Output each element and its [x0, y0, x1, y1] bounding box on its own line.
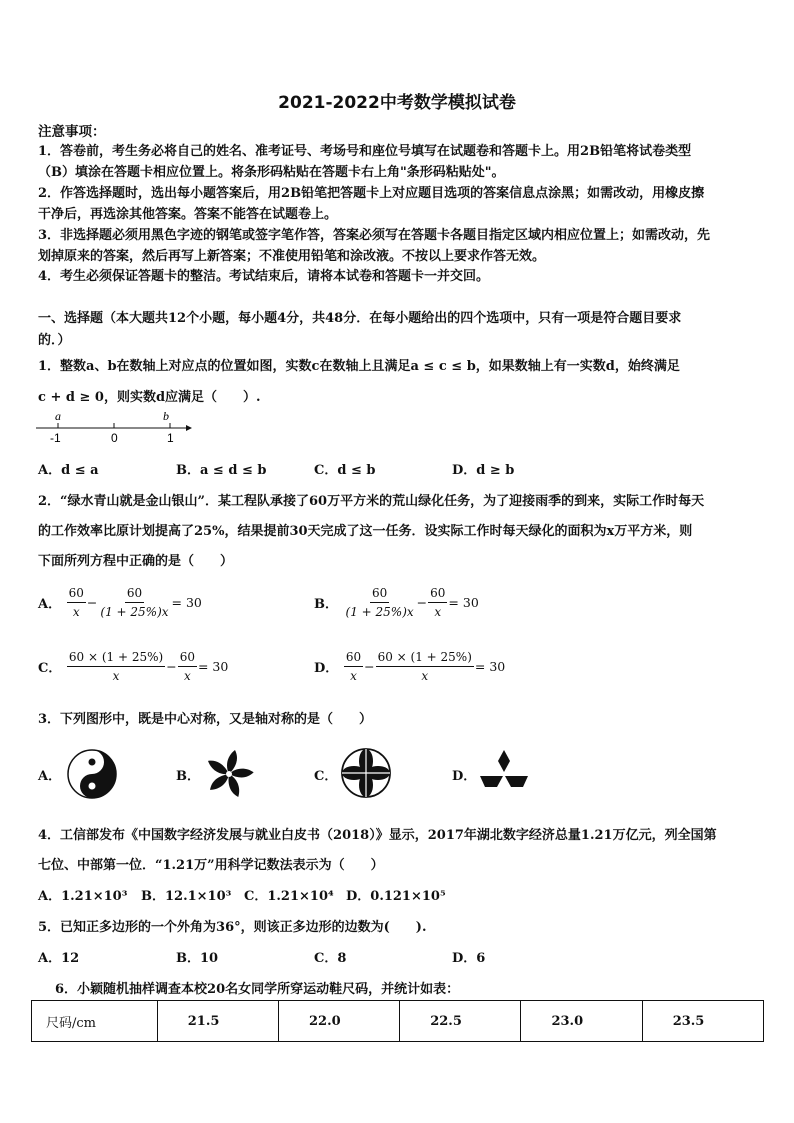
- q2-stem-cont: 下面所列方程中正确的是（ ）: [38, 554, 234, 569]
- point-a-label: a: [55, 409, 61, 423]
- q2-option-c: C． $\frac{60 \times (1 + 25\%)}{x}$ − $\frac{60}{x}$ = 30: [38, 650, 229, 683]
- q3-option-c-label: C．: [314, 769, 338, 784]
- q5-stem: 5．已知正多边形的一个外角为36°，则该正多边形的边数为( ).: [38, 920, 427, 935]
- notice-line: 4．考生必须保证答题卡的整洁。考试结束后，请将本试卷和答题卡一并交回。: [38, 269, 490, 284]
- q6-stem: 6．小颖随机抽样调查本校20名女同学所穿运动鞋尺码，并统计如表：: [55, 982, 460, 997]
- notice-line: 1．答卷前，考生务必将自己的姓名、准考证号、考场号和座位号填写在试题卷和答题卡上。用2B铅笔将试卷类型: [38, 144, 692, 159]
- q2-stem: 2．“绿水青山就是金山银山”．某工程队承接了60万平方米的荒山绿化任务，为了迎接雨季的到来，实际工作时每天: [38, 494, 705, 509]
- q3-option-d-label: D．: [452, 769, 477, 784]
- shoe-size-table: [31, 1000, 764, 1042]
- pinwheel-icon: [203, 748, 255, 800]
- table-cell: 22.5: [400, 1001, 521, 1042]
- table-cell: 23.5: [642, 1001, 763, 1042]
- table-cell: 22.0: [278, 1001, 399, 1042]
- notice-line: 干净后，再选涂其他答案。答案不能答在试题卷上。: [38, 207, 338, 222]
- notice-heading: 注意事项：: [38, 124, 106, 140]
- q1-stem: 1．整数a、b在数轴上对应点的位置如图，实数c在数轴上且满足a ≤ c ≤ b，如果数轴上有一实数d，始终满足: [38, 359, 680, 374]
- q1-option-a: A．d ≤ a: [38, 463, 99, 478]
- number-line-diagram: [36, 408, 196, 448]
- q2-option-d: D． $\frac{60}{x}$ − $\frac{60 \times (1 + 25\%)}{x}$ = 30: [314, 650, 506, 683]
- notice-line: （B）填涂在答题卡相应位置上。将条形码粘贴在答题卡右上角"条形码粘贴处"。: [38, 165, 505, 180]
- page-title: 2021-2022中考数学模拟试卷: [278, 93, 516, 113]
- q5-option-b: B．10: [176, 951, 219, 966]
- q2-option-b: B． $\frac{60}{(1 + 25\%)x}$ − $\frac{60}{x}$ = 30: [314, 586, 479, 619]
- q4-stem-cont: 七位、中部第一位．“1.21万”用科学记数法表示为（ ）: [38, 858, 384, 873]
- tick-label: 1: [167, 431, 174, 445]
- q4-option-b: B．12.1×10³: [141, 889, 232, 904]
- three-diamonds-icon: [478, 748, 530, 800]
- table-cell: 尺码/cm: [32, 1001, 158, 1042]
- q5-option-a: A．12: [38, 951, 80, 966]
- tick-label: -1: [50, 431, 61, 445]
- q4-option-a: A．1.21×10³: [38, 889, 128, 904]
- notice-line: 2．作答选择题时，选出每小题答案后，用2B铅笔把答题卡上对应题目选项的答案信息点涂黑；如需改动，用橡皮擦: [38, 186, 705, 201]
- q3-stem: 3．下列图形中，既是中心对称，又是轴对称的是（ ）: [38, 712, 373, 727]
- tick-label: 0: [111, 431, 118, 445]
- section-heading: 一、选择题（本大题共12个小题，每小题4分，共48分．在每小题给出的四个选项中，只有一项是符合题目要求: [38, 311, 682, 326]
- q4-stem: 4．工信部发布《中国数字经济发展与就业白皮书（2018）》显示，2017年湖北数字经济总量1.21万亿元，列全国第: [38, 828, 717, 843]
- table-cell: 21.5: [157, 1001, 278, 1042]
- q5-option-d: D．6: [452, 951, 486, 966]
- q2-stem-cont: 的工作效率比原计划提高了25%，结果提前30天完成了这一任务．设实际工作时每天绿化的面积为x万平方米，则: [38, 524, 693, 539]
- q1-option-b: B．a ≤ d ≤ b: [176, 463, 267, 478]
- notice-line: 划掉原来的答案，然后再写上新答案；不准使用铅笔和涂改液。不按以上要求作答无效。: [38, 249, 546, 264]
- q2-option-a: A． $\frac{60}{x}$ − $\frac{60}{(1 + 25\%)x}$ = 30: [38, 586, 202, 619]
- table-cell: 23.0: [521, 1001, 642, 1042]
- table-row: [32, 1001, 764, 1042]
- four-petal-circle-icon: [340, 747, 392, 799]
- q4-option-d: D．0.121×10⁵: [346, 889, 446, 904]
- q4-option-c: C．1.21×10⁴: [244, 889, 334, 904]
- q1-option-c: C．d ≤ b: [314, 463, 376, 478]
- q3-option-a-label: A．: [38, 769, 62, 784]
- point-b-label: b: [163, 409, 169, 423]
- notice-line: 3．非选择题必须用黑色字迹的钢笔或签字笔作答，答案必须写在答题卡各题目指定区域内相应位置上；如需改动，先: [38, 228, 711, 243]
- section-heading-cont: 的．）: [38, 333, 71, 348]
- q1-option-d: D．d ≥ b: [452, 463, 515, 478]
- q5-option-c: C．8: [314, 951, 347, 966]
- q3-option-b-label: B．: [176, 769, 200, 784]
- q1-stem-cont: c + d ≥ 0，则实数d应满足（ ）.: [38, 390, 261, 405]
- yin-yang-icon: [66, 748, 118, 800]
